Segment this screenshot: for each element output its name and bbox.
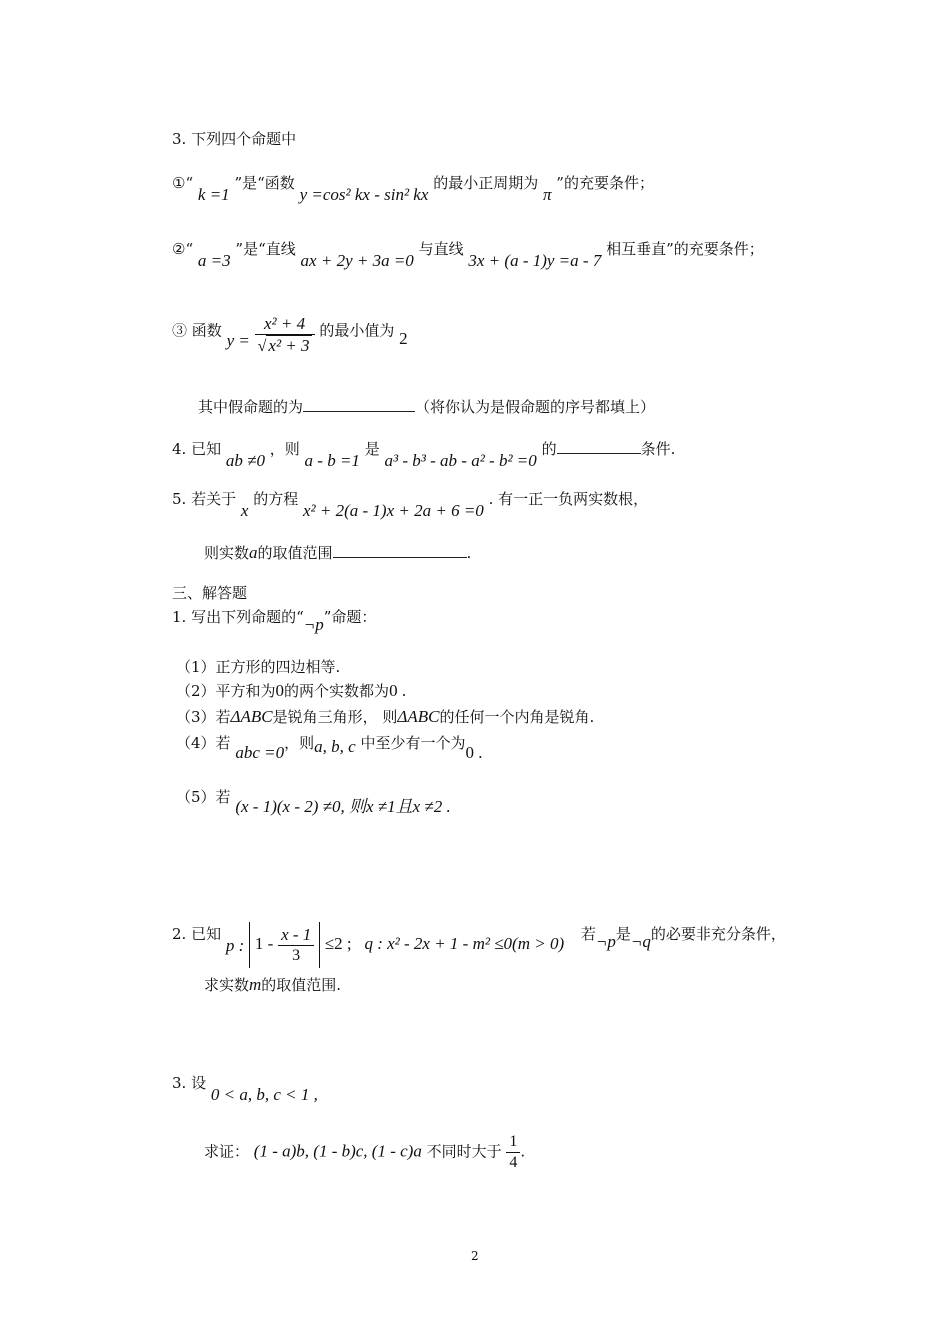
text-is: 是 (615, 925, 631, 943)
q1-suffix: ”命题： (323, 608, 377, 626)
quote-open: “ (185, 174, 194, 192)
circle-1: ① (172, 174, 186, 192)
page-number: 2 (471, 1249, 479, 1263)
var-m: m (249, 975, 262, 994)
cond-a: a =3 (197, 251, 231, 270)
circle-2: ② (172, 240, 186, 258)
fraction-quarter (506, 1132, 520, 1173)
cond-abc: abc =0 (235, 743, 285, 762)
pi: π (542, 185, 552, 204)
q3-answer (198, 396, 655, 417)
q5-blank[interactable] (333, 543, 467, 558)
expr: (1 - a)b, (1 - b)c, (1 - c)a (253, 1141, 422, 1161)
denominator: 3 (292, 946, 301, 964)
q5-line2 (204, 542, 471, 563)
p-label: p : (225, 936, 245, 955)
i2-prefix: （2）平方和为 (176, 682, 276, 700)
text-prove: 求证： (204, 1142, 250, 1161)
item-2 (176, 680, 406, 701)
zero-end: 0 . (389, 681, 407, 700)
text-range: 的取值范围. (261, 976, 342, 994)
abs-left (249, 922, 250, 968)
triangle-abc-2: ΔABC (397, 707, 440, 726)
answer-note: （将你认为是假命题的序号都填上） (415, 398, 656, 416)
q4-prefix: 4. 已知 (172, 440, 222, 458)
i3-suffix: 的任何一个内角是锐角. (439, 708, 595, 726)
triangle-abc: ΔABC (230, 707, 273, 726)
i5-prefix: （5）若 (176, 788, 231, 806)
text-min: 的最小值为 (319, 321, 395, 340)
q3-prop-1 (172, 172, 654, 204)
q4-suffix: 条件. (640, 440, 676, 458)
cond-abc: 0 < a, b, c < 1 , (210, 1085, 318, 1104)
item-4 (176, 732, 483, 762)
i3-mid: 是锐角三角形， 则 (272, 708, 398, 726)
item-3 (176, 706, 594, 727)
q2-prefix: 2. 已知 (172, 925, 222, 943)
i4-prefix: （4）若 (176, 734, 231, 752)
zero: 0 (275, 681, 285, 700)
i3-prefix: （3）若 (176, 708, 231, 726)
q3-prop-3 (172, 310, 408, 353)
q-ineq: q : x² - 2x + 1 - m² ≤0(m > 0) (364, 934, 565, 953)
sec3-q3-proof (204, 1132, 525, 1173)
fraction-x (278, 925, 314, 966)
line-2: 3x + (a - 1)y =a - 7 (468, 251, 602, 270)
q3-prefix: 3. 设 (172, 1074, 207, 1092)
period: . (466, 544, 472, 562)
numerator: 1 (506, 1132, 520, 1153)
q4 (172, 438, 676, 470)
text-then: ，则 (269, 440, 300, 458)
i4-then: ，则 (284, 734, 315, 752)
q5 (172, 488, 649, 520)
sqrt-body: x² + 3 (268, 336, 310, 355)
text-real: 则实数 (204, 544, 250, 562)
vars-abc: a, b, c (314, 737, 356, 756)
q3-title: 3. 下列四个命题中 (172, 130, 297, 148)
text-if: 若 (580, 925, 596, 943)
text-is: ”是“直线 (235, 240, 296, 258)
sec3-q2 (172, 912, 786, 964)
numerator: x² + 4 (255, 314, 315, 335)
answer-prefix: 其中假命题的为 (198, 398, 304, 416)
text-range: 的取值范围 (257, 544, 333, 562)
equation: x² + 2(a - 1)x + 2a + 6 =0 (303, 501, 484, 520)
formula-cos: y =cos² kx - sin² kx (299, 185, 429, 204)
numerator: x - 1 (278, 925, 314, 946)
section-title: 三、解答题 (172, 584, 248, 602)
cond-ab: ab ≠0 (225, 451, 265, 470)
lhs-y: y = (226, 330, 250, 350)
text-tail: ”的充要条件； (556, 174, 654, 192)
text-tail: 相互垂直”的充要条件； (606, 240, 764, 258)
not-p: ¬p (595, 932, 616, 951)
text-not-all: 不同时大于 (426, 1142, 502, 1161)
item-5 (176, 782, 451, 816)
text-de: 的 (541, 440, 557, 458)
text-is: 是 (364, 440, 380, 458)
text-eq: 的方程 (253, 490, 299, 508)
sec3-q2-line2 (204, 974, 341, 995)
sec3-q3 (172, 1072, 318, 1104)
q3-prop-2 (172, 238, 764, 270)
cond-x: (x - 1)(x - 2) ≠0, 则x ≠1且x ≠2 . (235, 797, 451, 816)
denominator: √ x² + 3 (257, 336, 310, 355)
le-2: ≤2 ; (324, 934, 352, 953)
cond-a-b: a - b =1 (304, 451, 360, 470)
not-p: ¬p (303, 615, 324, 634)
cond-cubic: a³ - b³ - ab - a² - b² =0 (384, 451, 537, 470)
line-1: ax + 2y + 3a =0 (300, 251, 414, 270)
zero: 0 . (465, 743, 483, 762)
i4-mid: 中至少有一个为 (360, 734, 466, 752)
circle-3: ③ 函数 (172, 321, 222, 340)
one-minus: 1 - (254, 934, 274, 953)
var-x: x (240, 501, 249, 520)
q4-blank[interactable] (557, 439, 641, 454)
text-with: 与直线 (418, 240, 464, 258)
sec3-q1 (172, 606, 377, 634)
abs-right (319, 922, 320, 968)
text-is: ”是“函数 (234, 174, 295, 192)
i2-mid: 的两个实数都为 (284, 682, 390, 700)
fraction (255, 314, 315, 357)
not-q: ¬q (630, 932, 651, 951)
q5-suffix: . 有一正一负两实数根， (488, 490, 649, 508)
cond-k: k =1 (197, 185, 230, 204)
answer-blank[interactable] (303, 397, 415, 412)
quote-open: “ (185, 240, 194, 258)
period: . (520, 1142, 526, 1161)
q2-tail: 的必要非充分条件， (650, 925, 786, 943)
item-1: （1）正方形的四边相等. (176, 658, 341, 676)
text-real: 求实数 (204, 976, 250, 994)
value-2: 2 (399, 328, 408, 348)
q1-prefix: 1. 写出下列命题的“ (172, 608, 304, 626)
text-period: 的最小正周期为 (433, 174, 539, 192)
denominator: 4 (509, 1154, 518, 1171)
q5-prefix: 5. 若关于 (172, 490, 237, 508)
var-a: a (249, 543, 258, 562)
